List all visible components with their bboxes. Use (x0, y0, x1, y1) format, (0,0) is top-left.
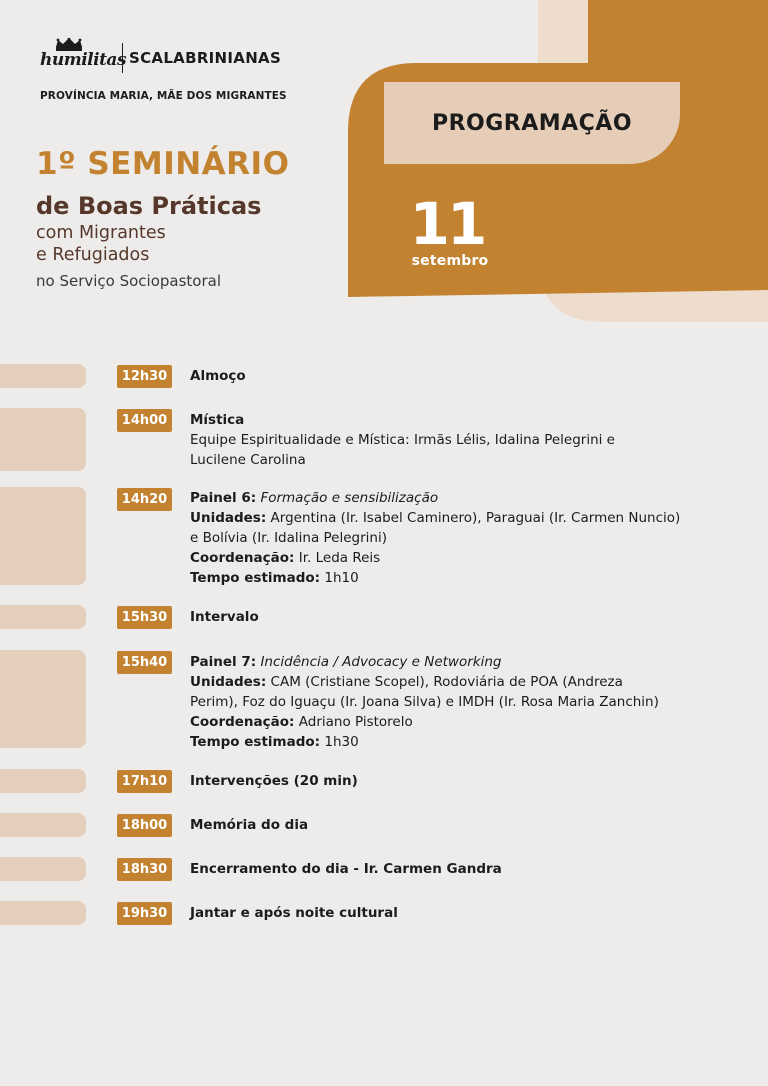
units-label: Unidades: (190, 510, 267, 526)
schedule-item (190, 366, 750, 386)
item-title: Painel 7: (190, 654, 257, 670)
programacao-label: PROGRAMAÇÃO (431, 110, 633, 136)
time-badge: 14h20 (117, 488, 172, 511)
item-title: Almoço (190, 368, 246, 384)
title-line-3b: e Refugiados (36, 245, 150, 265)
units-text: Perim), Foz do Iguaçu (Ir. Joana Silva) e IMDH (Ir. Rosa Maria Zanchin) (190, 694, 659, 710)
units-label: Unidades: (190, 674, 267, 690)
time-badge: 17h10 (117, 770, 172, 793)
schedule-bar (0, 487, 86, 585)
coord-label: Coordenação: (190, 714, 295, 730)
schedule-item (190, 903, 750, 923)
units-text: Argentina (Ir. Isabel Caminero), Paraguai (Ir. Carmen Nuncio) (270, 510, 681, 526)
time-badge: 19h30 (117, 902, 172, 925)
item-subtitle: Incidência / Advocacy e Networking (260, 654, 502, 670)
time-badge: 15h40 (117, 651, 172, 674)
units-text: CAM (Cristiane Scopel), Rodoviária de POA (Andreza (270, 674, 623, 690)
item-title: Painel 6: (190, 490, 257, 506)
schedule-item (190, 410, 750, 470)
province-name: PROVÍNCIA MARIA, MÃE DOS MIGRANTES (40, 90, 287, 102)
event-month: setembro (411, 253, 489, 269)
schedule-item (190, 607, 750, 627)
schedule-item (190, 815, 750, 835)
schedule-bar (0, 813, 86, 837)
schedule-bar (0, 408, 86, 471)
schedule-item (190, 652, 750, 752)
coord-text: Adriano Pistorelo (298, 714, 413, 730)
schedule-item (190, 859, 750, 879)
item-title: Intervenções (20 min) (190, 773, 358, 789)
time-badge: 14h00 (117, 409, 172, 432)
units-text: e Bolívia (Ir. Idalina Pelegrini) (190, 530, 387, 546)
schedule-bar (0, 769, 86, 793)
schedule-bar (0, 857, 86, 881)
schedule-item (190, 488, 750, 588)
duration-label: Tempo estimado: (190, 734, 321, 750)
title-line-1: 1º SEMINÁRIO (36, 146, 290, 182)
schedule-item (190, 771, 750, 791)
duration-text: 1h30 (324, 734, 359, 750)
schedule-bar (0, 605, 86, 629)
schedule-bar (0, 364, 86, 388)
event-day: 11 (409, 190, 485, 258)
title-line-2: de Boas Práticas (36, 192, 262, 220)
time-badge: 12h30 (117, 365, 172, 388)
coord-text: Ir. Leda Reis (298, 550, 381, 566)
item-title: Memória do dia (190, 817, 309, 833)
time-badge: 15h30 (117, 606, 172, 629)
humilitas-logo: humilitas (40, 38, 118, 78)
schedule-bar (0, 650, 86, 748)
brand-name: SCALABRINIANAS (129, 49, 282, 67)
title-line-3a: com Migrantes (36, 223, 166, 243)
item-title: Mística (190, 412, 245, 428)
time-badge: 18h00 (117, 814, 172, 837)
item-title: Jantar e após noite cultural (190, 905, 398, 921)
schedule-bar (0, 901, 86, 925)
duration-label: Tempo estimado: (190, 570, 321, 586)
duration-text: 1h10 (324, 570, 359, 586)
item-subtitle: Formação e sensibilização (260, 490, 439, 506)
time-badge: 18h30 (117, 858, 172, 881)
title-line-4: no Serviço Sociopastoral (36, 272, 222, 290)
item-description: Lucilene Carolina (190, 452, 306, 468)
item-title: Encerramento do dia - Ir. Carmen Gandra (190, 861, 502, 877)
item-description: Equipe Espiritualidade e Mística: Irmãs Lélis, Idalina Pelegrini e (190, 432, 615, 448)
coord-label: Coordenação: (190, 550, 295, 566)
item-title: Intervalo (190, 609, 259, 625)
